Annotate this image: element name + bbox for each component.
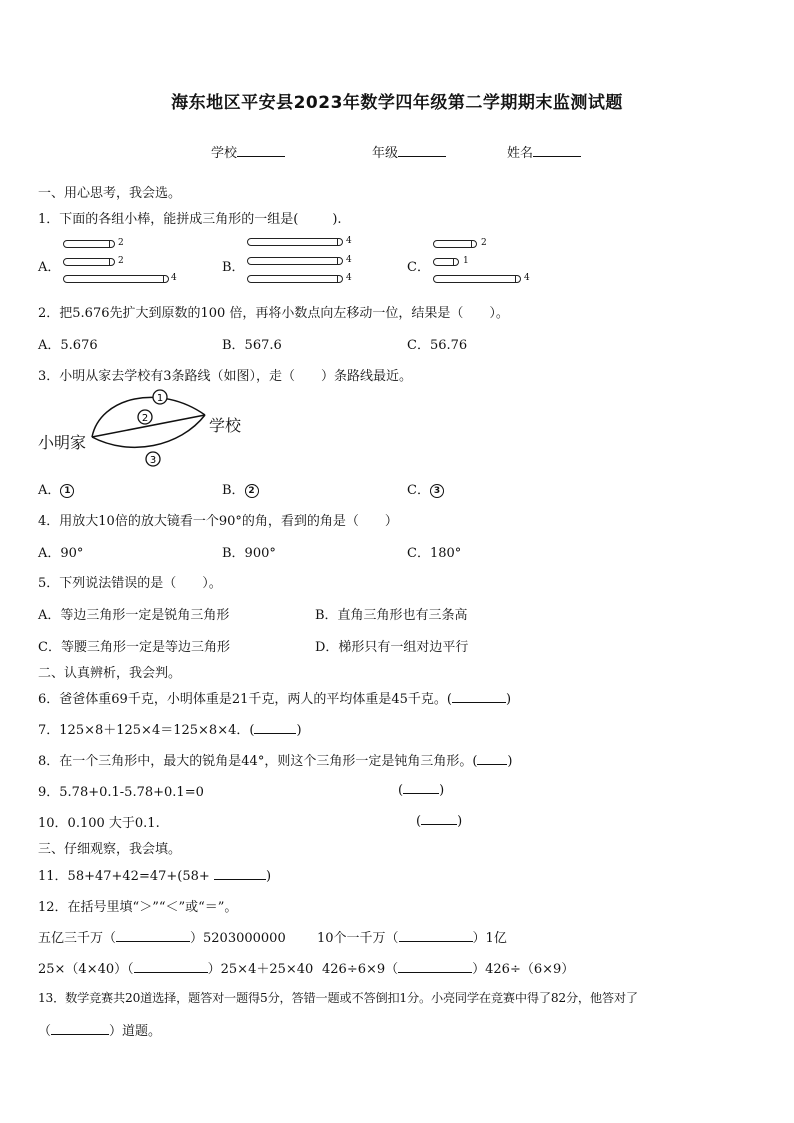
name-blank[interactable] bbox=[533, 144, 581, 157]
q1-c-stick-1 bbox=[433, 240, 477, 248]
q3-school-label: 学校 bbox=[209, 416, 242, 435]
page-title: 海东地区平安县2023年数学四年级第二学期期末监测试题 bbox=[171, 93, 623, 113]
q1-b-stick-1 bbox=[247, 238, 343, 246]
q10-text: 10．0.100 大于0.1. bbox=[38, 816, 160, 831]
q12-r1a-end: ）5203000000 bbox=[190, 931, 286, 946]
q1-label-b[interactable]: B． bbox=[222, 260, 245, 275]
q9-answer bbox=[398, 781, 444, 798]
q1-a-stick-2-label: 2 bbox=[118, 256, 124, 266]
q7-end: ) bbox=[296, 723, 302, 738]
q2-option-a[interactable]: A．5.676 bbox=[38, 338, 98, 353]
q1-c-stick-3-label: 4 bbox=[524, 273, 530, 283]
q4-stem: 4．用放大10倍的放大镜看一个90°的角，看到的角是（ ） bbox=[38, 514, 398, 529]
grade-label: 年级 bbox=[372, 146, 399, 161]
q6-text: 6．爸爸体重69千克，小明体重是21千克，两人的平均体重是45千克。( bbox=[38, 692, 452, 707]
q2-option-b[interactable]: B．567.6 bbox=[222, 338, 282, 353]
q1-a-stick-3-label: 4 bbox=[171, 273, 177, 283]
q1-stem bbox=[38, 208, 342, 227]
q5-option-c[interactable]: C．等腰三角形一定是等边三角形 bbox=[38, 640, 230, 655]
q10-paren-left: ( bbox=[416, 814, 422, 829]
q3-option-a-label: A． bbox=[38, 483, 61, 498]
q1-stem-text: 1．下面的各组小棒，能拼成三角形的一组是( bbox=[38, 212, 299, 227]
q5-option-b[interactable]: B．直角三角形也有三条高 bbox=[315, 608, 468, 623]
q3-option-c-label: C． bbox=[407, 483, 430, 498]
q8 bbox=[38, 750, 512, 769]
q6-answer-blank[interactable] bbox=[452, 690, 506, 703]
q10-paren-right: ) bbox=[457, 814, 463, 829]
q12-row1-right bbox=[317, 927, 507, 946]
q13-line2-start: （ bbox=[38, 1024, 52, 1039]
q7-answer-blank[interactable] bbox=[254, 721, 296, 734]
q12-r1a-text: 五亿三千万（ bbox=[38, 931, 117, 946]
section-3-heading: 三、仔细观察，我会填。 bbox=[38, 842, 182, 857]
school-label: 学校 bbox=[211, 146, 238, 161]
q8-answer-blank[interactable] bbox=[477, 752, 507, 765]
q10-answer bbox=[416, 812, 462, 829]
q3-route-2-label: 2 bbox=[141, 413, 149, 424]
section-1-heading: 一、用心思考，我会选。 bbox=[38, 186, 182, 201]
q2-stem: 2．把5.676先扩大到原数的100 倍，再将小数点向左移动一位，结果是（ ）。 bbox=[38, 306, 509, 321]
q8-text: 8．在一个三角形中，最大的锐角是44°，则这个三角形一定是钝角三角形。( bbox=[38, 754, 478, 769]
q3-option-b[interactable] bbox=[222, 479, 259, 498]
q1-label-c[interactable]: C． bbox=[407, 260, 430, 275]
q7-text: 7．125×8＋125×4＝125×8×4．( bbox=[38, 723, 255, 738]
school-blank[interactable] bbox=[237, 144, 285, 157]
q1-c-stick-1-label: 2 bbox=[481, 238, 487, 248]
q1-b-stick-3 bbox=[247, 275, 343, 283]
q3-stem: 3．小明从家去学校有3条路线（如图），走（ ）条路线最近。 bbox=[38, 369, 413, 384]
q11 bbox=[38, 865, 271, 884]
q3-option-c-circle: 3 bbox=[430, 484, 444, 498]
q12-r2b-blank[interactable] bbox=[398, 960, 472, 973]
q9-answer-blank[interactable] bbox=[403, 781, 439, 794]
name-field[interactable] bbox=[507, 142, 581, 161]
q12-row1-left bbox=[38, 927, 286, 946]
grade-blank[interactable] bbox=[398, 144, 446, 157]
q11-end: ) bbox=[265, 869, 272, 884]
q3-option-b-label: B． bbox=[222, 483, 245, 498]
q3-option-a-circle: 1 bbox=[60, 484, 74, 498]
q1-b-stick-2-label: 4 bbox=[346, 255, 352, 265]
q12-r2a-end: ）25×4＋25×40 bbox=[207, 962, 314, 977]
q1-b-stick-3-label: 4 bbox=[346, 273, 352, 283]
q12-r1b-end: ）1亿 bbox=[472, 931, 507, 946]
section-2-heading: 二、认真辨析，我会判。 bbox=[38, 666, 182, 681]
q11-text: 11．58+47+42=47+(58+ bbox=[38, 869, 210, 884]
q6 bbox=[38, 688, 511, 707]
q13-line1: 13．数学竞赛共20道选择，题答对一题得5分，答错一题或不答倒扣1分。小亮同学在竞赛中得了82分，他答对了 bbox=[38, 991, 638, 1005]
q12-r1a-blank[interactable] bbox=[116, 929, 190, 942]
q3-option-c[interactable] bbox=[407, 479, 444, 498]
q9-paren-left: ( bbox=[398, 783, 404, 798]
q1-b-stick-1-label: 4 bbox=[346, 236, 352, 246]
q8-end: ) bbox=[507, 754, 513, 769]
q1-stem-end: ). bbox=[332, 212, 342, 227]
q1-c-stick-3 bbox=[433, 275, 521, 283]
q1-c-stick-2 bbox=[433, 258, 459, 266]
q13-line2 bbox=[38, 1020, 161, 1039]
q3-option-b-circle: 2 bbox=[245, 484, 259, 498]
q1-a-stick-1-label: 2 bbox=[118, 238, 124, 248]
q12-row2-left bbox=[38, 958, 313, 977]
q12-r1b-blank[interactable] bbox=[399, 929, 473, 942]
q5-stem: 5．下列说法错误的是（ ）。 bbox=[38, 576, 222, 591]
q4-option-b[interactable]: B．900° bbox=[222, 546, 276, 561]
q3-route-3-label: 3 bbox=[149, 455, 157, 466]
q10-answer-blank[interactable] bbox=[421, 812, 457, 825]
q1-b-stick-2 bbox=[247, 257, 343, 265]
q12-r2a-text: 25×（4×40）（ bbox=[38, 962, 134, 977]
q12-row2-right bbox=[322, 958, 574, 977]
q5-option-d[interactable]: D．梯形只有一组对边平行 bbox=[315, 640, 469, 655]
q1-a-stick-2 bbox=[63, 258, 115, 266]
name-label: 姓名 bbox=[507, 146, 534, 161]
q3-option-a[interactable] bbox=[38, 479, 74, 498]
q9-paren-right: ) bbox=[439, 783, 445, 798]
q1-a-stick-3 bbox=[63, 275, 169, 283]
q13-answer-blank[interactable] bbox=[51, 1022, 109, 1035]
q1-c-stick-2-label: 1 bbox=[463, 256, 469, 266]
q12-r2b-end: ）426÷（6×9） bbox=[472, 962, 575, 977]
q12-stem: 12．在括号里填“＞”“＜”或“＝”。 bbox=[38, 900, 238, 915]
q13-line2-end: ）道题。 bbox=[109, 1024, 162, 1039]
q6-end: ) bbox=[505, 692, 512, 707]
q12-r1b-text: 10个一千万（ bbox=[317, 931, 399, 946]
q1-a-stick-1 bbox=[63, 240, 115, 248]
q3-route-diagram bbox=[80, 385, 210, 470]
grade-field[interactable] bbox=[372, 142, 446, 161]
q9-text: 9．5.78+0.1-5.78+0.1=0 bbox=[38, 785, 204, 800]
q7 bbox=[38, 719, 302, 738]
q2-option-c[interactable]: C．56.76 bbox=[407, 338, 468, 353]
q1-label-a[interactable]: A． bbox=[38, 260, 61, 275]
q12-r2a-blank[interactable] bbox=[134, 960, 208, 973]
q4-option-c[interactable]: C．180° bbox=[407, 546, 462, 561]
q12-r2b-text: 426÷6×9（ bbox=[322, 962, 399, 977]
q5-option-a[interactable]: A．等边三角形一定是锐角三角形 bbox=[38, 608, 230, 623]
q11-answer-blank[interactable] bbox=[214, 867, 266, 880]
q4-option-a[interactable]: A．90° bbox=[38, 546, 84, 561]
q3-home-label: 小明家 bbox=[38, 433, 87, 452]
school-field[interactable] bbox=[211, 142, 285, 161]
q3-route-1-label: 1 bbox=[156, 393, 164, 404]
